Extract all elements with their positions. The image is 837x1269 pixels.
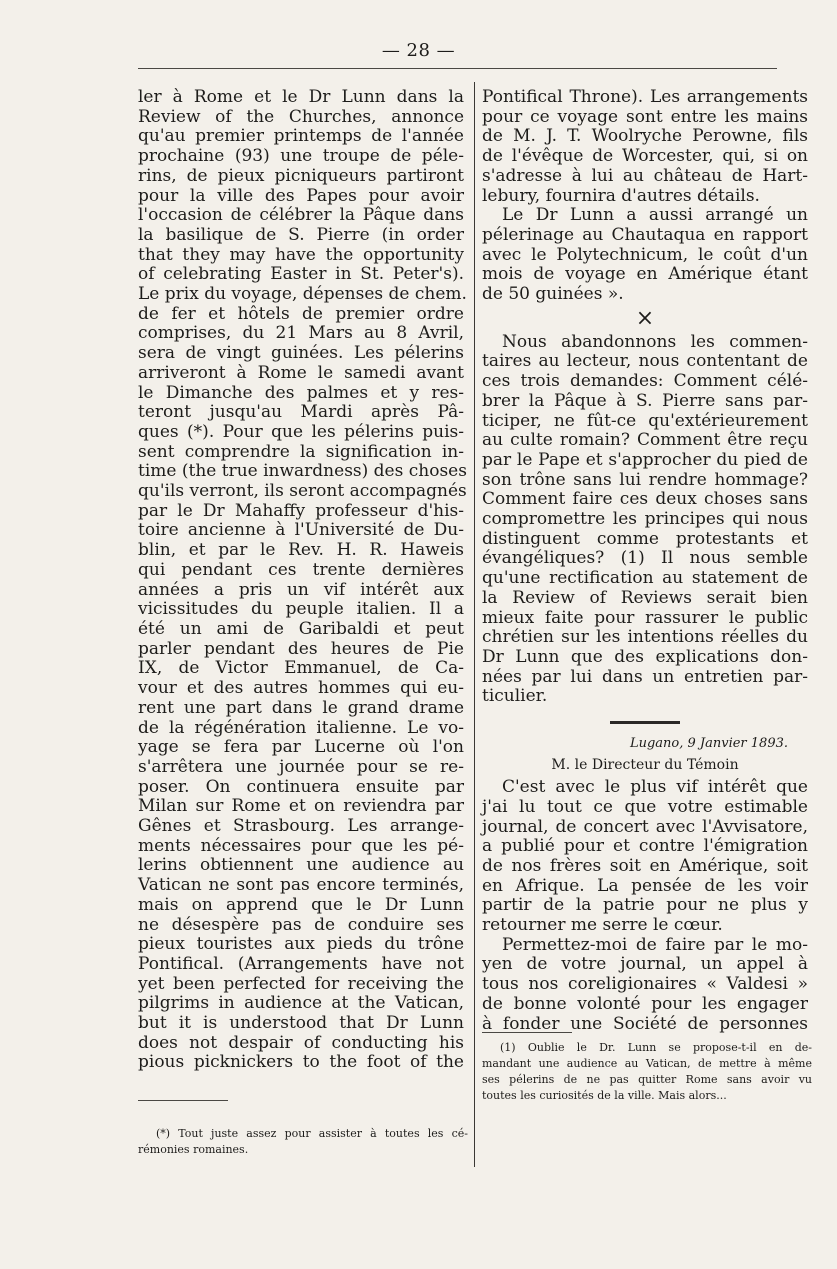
text-line: tous nos coreligionaires « Valdesi » bbox=[482, 974, 808, 995]
text-line: Vatican ne sont pas encore terminés, bbox=[138, 875, 464, 896]
text-line: Le Dr Lunn a aussi arrangé un bbox=[502, 205, 808, 226]
text-line: ticiper, ne fût-ce qu'extérieurement bbox=[482, 410, 808, 431]
footnote-line: ses pélerins de ne pas quitter Rome sans avoir vu bbox=[482, 1073, 812, 1086]
text-line: de bonne volonté pour les engager bbox=[482, 993, 808, 1014]
footnote-line: toutes les curiosités de la ville. Mais alors... bbox=[482, 1089, 727, 1102]
text-line: IX, de Victor Emmanuel, de Ca- bbox=[138, 658, 464, 679]
text-line: Dr Lunn que des explications don- bbox=[482, 646, 808, 667]
text-line: qui pendant ces trente dernières bbox=[138, 559, 464, 580]
text-line: Permettez-moi de faire par le mo- bbox=[502, 934, 808, 955]
text-line: rent une part dans le grand drame bbox=[138, 697, 464, 718]
text-line: sera de vingt guinées. Les pélerins bbox=[138, 343, 464, 364]
text-line: nées par lui dans un entretien par- bbox=[482, 666, 808, 687]
text-line: Nous abandonnons les commen- bbox=[502, 331, 808, 352]
right-paragraph-commentary bbox=[482, 333, 808, 707]
text-line: toire ancienne à l'Université de Du- bbox=[138, 520, 464, 541]
text-line: ments nécessaires pour que les pé- bbox=[138, 835, 464, 856]
text-line: de l'évêque de Worcester, qui, si on bbox=[482, 146, 808, 167]
text-line: s'arrêtera une journée pour se re- bbox=[138, 756, 464, 777]
text-line: but it is understood that Dr Lunn bbox=[138, 1013, 464, 1034]
text-line: Gênes et Strasbourg. Les arrange- bbox=[138, 816, 464, 837]
letter-dateline: Lugano, 9 Janvier 1893. bbox=[629, 736, 788, 752]
text-line: s'adresse à lui au château de Hart- bbox=[482, 165, 808, 186]
text-line: j'ai lu tout ce que votre estimable bbox=[482, 796, 808, 817]
footnote-line: mandant une audience au Vatican, de mettre à même bbox=[482, 1057, 812, 1070]
page-number: — 28 — bbox=[381, 40, 456, 61]
footnote-line: (*) Tout juste assez pour assister à toutes les cé- bbox=[156, 1127, 468, 1140]
text-line: a publié pour et contre l'émigration bbox=[482, 836, 808, 857]
left-footnote-rule bbox=[138, 1100, 228, 1101]
text-line: Milan sur Rome et on reviendra par bbox=[138, 796, 464, 817]
text-line: son trône sans lui rendre hommage? bbox=[482, 469, 808, 490]
text-line: au culte romain? Comment être reçu bbox=[482, 430, 808, 451]
text-line: qu'ils verront, ils seront accompagnés bbox=[138, 481, 467, 502]
text-line: par le Pape et s'approcher du pied de bbox=[482, 449, 808, 470]
text-line: prochaine (93) une troupe de péle- bbox=[138, 146, 464, 167]
text-line: poser. On continuera ensuite par bbox=[138, 776, 464, 797]
text-line: pious picknickers to the foot of the bbox=[138, 1052, 464, 1073]
left-column bbox=[138, 87, 467, 1073]
text-line: vour et des autres hommes qui eu- bbox=[138, 678, 464, 699]
text-line: chrétien sur les intentions réelles du bbox=[482, 627, 808, 648]
text-line: mieux faite pour rassurer le public bbox=[482, 607, 808, 628]
text-line: pilgrims in audience at the Vatican, bbox=[138, 993, 464, 1014]
text-line: la basilique de S. Pierre (in order bbox=[138, 224, 464, 245]
text-line: de M. J. T. Woolryche Perowne, fils bbox=[482, 126, 808, 147]
text-line: yage se fera par Lucerne où l'on bbox=[138, 737, 464, 758]
text-line: C'est avec le plus vif intérêt que bbox=[502, 777, 808, 798]
text-line: blin, et par le Rev. H. R. Haweis bbox=[138, 540, 464, 561]
text-line: pélerinage au Chautaqua en rapport bbox=[482, 224, 808, 245]
text-line: ticulier. bbox=[482, 686, 548, 707]
right-column bbox=[482, 88, 808, 1034]
text-line: évangéliques? (1) Il nous semble bbox=[482, 548, 808, 569]
section-dash-rule bbox=[610, 721, 680, 724]
header-rule bbox=[138, 68, 777, 69]
text-line: parler pendant des heures de Pie bbox=[138, 638, 464, 659]
text-line: pour la ville des Papes pour avoir bbox=[138, 185, 464, 206]
text-line: arriveront à Rome le samedi avant bbox=[138, 362, 464, 383]
text-line: that they may have the opportunity bbox=[138, 244, 464, 265]
text-line: mois de voyage en Amérique étant bbox=[482, 264, 808, 285]
text-line: does not despair of conducting his bbox=[138, 1032, 464, 1053]
text-line: comprises, du 21 Mars au 8 Avril, bbox=[138, 323, 464, 344]
text-line: à fonder une Société de personnes bbox=[482, 1013, 808, 1034]
left-footnote bbox=[138, 1126, 468, 1158]
right-footnote bbox=[482, 1040, 812, 1104]
section-separator-cross: × bbox=[635, 305, 655, 331]
text-line: retourner me serre le cœur. bbox=[482, 915, 723, 936]
column-divider bbox=[474, 82, 475, 1167]
text-line: lerins obtiennent une audience au bbox=[138, 855, 464, 876]
text-line: partir de la patrie pour ne plus y bbox=[482, 895, 808, 916]
text-line: pieux touristes aux pieds du trône bbox=[138, 934, 464, 955]
text-line: sent comprendre la signification in- bbox=[138, 441, 464, 462]
text-line: pour ce voyage sont entre les mains bbox=[482, 106, 808, 127]
text-line: de la régénération italienne. Le vo- bbox=[138, 717, 464, 738]
text-line: ques (*). Pour que les pélerins puis- bbox=[138, 421, 464, 442]
text-line: ne désespère pas de conduire ses bbox=[138, 914, 464, 935]
letter-salutation: M. le Directeur du Témoin bbox=[551, 757, 739, 774]
right-footnote-rule bbox=[482, 1032, 572, 1033]
text-line: l'occasion de célébrer la Pâque dans bbox=[138, 205, 464, 226]
text-line: Pontifical Throne). Les arrangements bbox=[482, 87, 808, 107]
text-line: yet been perfected for receiving the bbox=[138, 973, 464, 994]
text-line: qu'au premier printemps de l'année bbox=[138, 126, 464, 147]
text-line: de fer et hôtels de premier ordre bbox=[138, 303, 464, 324]
text-line: time (the true inwardness) des choses bbox=[138, 461, 467, 482]
text-line: été un ami de Garibaldi et peut bbox=[138, 618, 464, 639]
text-line: de nos frères soit en Amérique, soit bbox=[482, 855, 808, 876]
text-line: avec le Polytechnicum, le coût d'un bbox=[482, 244, 808, 265]
text-line: Review of the Churches, annonce bbox=[138, 106, 464, 127]
text-line: journal, de concert avec l'Avvisatore, bbox=[482, 816, 808, 837]
text-line: teront jusqu'au Mardi après Pâ- bbox=[138, 402, 464, 423]
text-line: par le Dr Mahaffy professeur d'his- bbox=[138, 500, 464, 521]
text-line: brer la Pâque à S. Pierre sans par- bbox=[482, 390, 808, 411]
right-paragraph-conclusion bbox=[482, 88, 808, 305]
text-line: compromettre les principes qui nous bbox=[482, 509, 808, 530]
text-line: mais on apprend que le Dr Lunn bbox=[138, 894, 464, 915]
footnote-line: (1) Oublie le Dr. Lunn se propose-t-il en de- bbox=[500, 1041, 812, 1054]
text-line: de 50 guinées ». bbox=[482, 284, 624, 305]
text-line: of celebrating Easter in St. Peter's). bbox=[138, 264, 464, 285]
text-line: le Dimanche des palmes et y res- bbox=[138, 382, 464, 403]
text-line: Pontifical. (Arrangements have not bbox=[138, 953, 464, 974]
text-line: années a pris un vif intérêt aux bbox=[138, 579, 464, 600]
text-line: vicissitudes du peuple italien. Il a bbox=[138, 599, 464, 620]
text-line: Comment faire ces deux choses sans bbox=[482, 489, 808, 510]
text-line: yen de votre journal, un appel à bbox=[482, 954, 808, 975]
text-line: Le prix du voyage, dépenses de chem. bbox=[138, 284, 467, 305]
text-line: lebury, fournira d'autres détails. bbox=[482, 185, 760, 206]
text-line: ler à Rome et le Dr Lunn dans la bbox=[138, 87, 464, 107]
text-line: en Afrique. La pensée de les voir bbox=[482, 875, 808, 896]
footnote-line: rémonies romaines. bbox=[138, 1143, 249, 1156]
text-line: qu'une rectification au statement de bbox=[482, 568, 808, 589]
text-line: distinguent comme protestants et bbox=[482, 528, 808, 549]
text-line: ces trois demandes: Comment célé- bbox=[482, 371, 808, 392]
right-paragraph-letter bbox=[482, 778, 808, 1034]
text-line: la Review of Reviews serait bien bbox=[482, 587, 808, 608]
text-line: rins, de pieux picniqueurs partiront bbox=[138, 165, 464, 186]
text-line: taires au lecteur, nous contentant de bbox=[482, 351, 808, 372]
